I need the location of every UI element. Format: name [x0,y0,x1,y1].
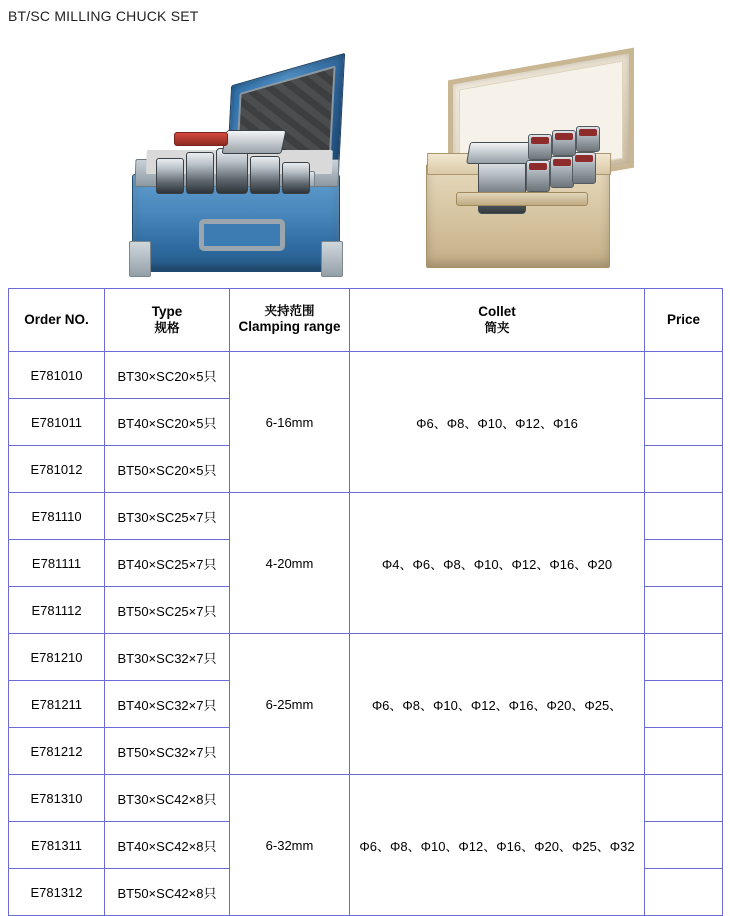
cell-price [645,681,723,728]
collet-item [186,152,214,194]
cell-clamping-range: 6-16mm [230,352,350,493]
table-header-row [9,289,723,352]
cell-type: BT50×SC25×7只 [105,587,230,634]
cell-order-no: E781112 [9,587,105,634]
table-row [9,493,723,540]
cell-collet: Φ6、Φ8、Φ10、Φ12、Φ16、Φ20、Φ25、 [350,634,645,775]
cell-type: BT50×SC32×7只 [105,728,230,775]
cell-price [645,634,723,681]
cell-price [645,822,723,869]
case-corner-right [321,241,343,277]
cell-price [645,728,723,775]
cell-type: BT30×SC42×8只 [105,775,230,822]
collet-item [576,126,600,152]
cell-order-no: E781312 [9,869,105,916]
cell-clamping-range: 6-32mm [230,775,350,916]
cell-order-no: E781010 [9,352,105,399]
cell-price [645,540,723,587]
milling-chuck-item [216,148,248,194]
collet-item [250,156,280,194]
collet-item [156,158,184,194]
table-row [9,775,723,822]
spec-table-wrapper [0,288,730,916]
header-clamping-range [230,289,350,352]
cell-clamping-range: 6-25mm [230,634,350,775]
cell-collet: Φ6、Φ8、Φ10、Φ12、Φ16 [350,352,645,493]
red-tool-handle [174,132,228,146]
header-type [105,289,230,352]
cell-order-no: E781310 [9,775,105,822]
cell-type: BT40×SC32×7只 [105,681,230,728]
collet-item [552,130,576,156]
wood-divider [456,192,588,206]
header-range-cn: 夹持范围 [264,303,315,318]
cell-collet: Φ4、Φ6、Φ8、Φ10、Φ12、Φ16、Φ20 [350,493,645,634]
header-range-en: Clamping range [238,319,341,335]
case-handle [199,219,285,251]
cell-order-no: E781011 [9,399,105,446]
cell-order-no: E781110 [9,493,105,540]
collet-item [528,134,552,160]
header-collet-cn: 筒夹 [484,320,510,335]
cell-collet: Φ6、Φ8、Φ10、Φ12、Φ16、Φ20、Φ25、Φ32 [350,775,645,916]
specification-table [8,288,723,916]
header-collet-en: Collet [478,303,516,319]
cell-order-no: E781211 [9,681,105,728]
cell-price [645,869,723,916]
collet-item [572,152,596,184]
wooden-case-image [420,64,620,284]
cell-type: BT30×SC25×7只 [105,493,230,540]
cell-type: BT40×SC20×5只 [105,399,230,446]
cell-type: BT30×SC32×7只 [105,634,230,681]
header-order-no: Order NO. [9,289,105,352]
header-type-cn: 规格 [154,320,180,335]
cell-price [645,775,723,822]
cell-price [645,352,723,399]
header-type-en: Type [151,303,183,319]
page-title: BT/SC MILLING CHUCK SET [8,8,199,24]
cell-order-no: E781311 [9,822,105,869]
blue-aluminium-case-image [128,70,343,285]
cell-price [645,587,723,634]
cell-type: BT40×SC42×8只 [105,822,230,869]
cell-price [645,399,723,446]
case-corner-left [129,241,151,277]
header-collet [350,289,645,352]
cell-type: BT50×SC42×8只 [105,869,230,916]
cell-type: BT40×SC25×7只 [105,540,230,587]
cell-order-no: E781012 [9,446,105,493]
table-row [9,634,723,681]
product-photo-area [0,28,730,288]
cell-order-no: E781111 [9,540,105,587]
collet-item [282,162,310,194]
cell-order-no: E781212 [9,728,105,775]
cell-order-no: E781210 [9,634,105,681]
cell-price [645,446,723,493]
table-row [9,352,723,399]
collet-item [550,156,574,188]
header-price: Price [645,289,723,352]
collet-item [526,160,550,192]
cell-clamping-range: 4-20mm [230,493,350,634]
table-body [9,352,723,916]
chuck-body-item [221,130,286,154]
cell-type: BT30×SC20×5只 [105,352,230,399]
cell-price [645,493,723,540]
cell-type: BT50×SC20×5只 [105,446,230,493]
